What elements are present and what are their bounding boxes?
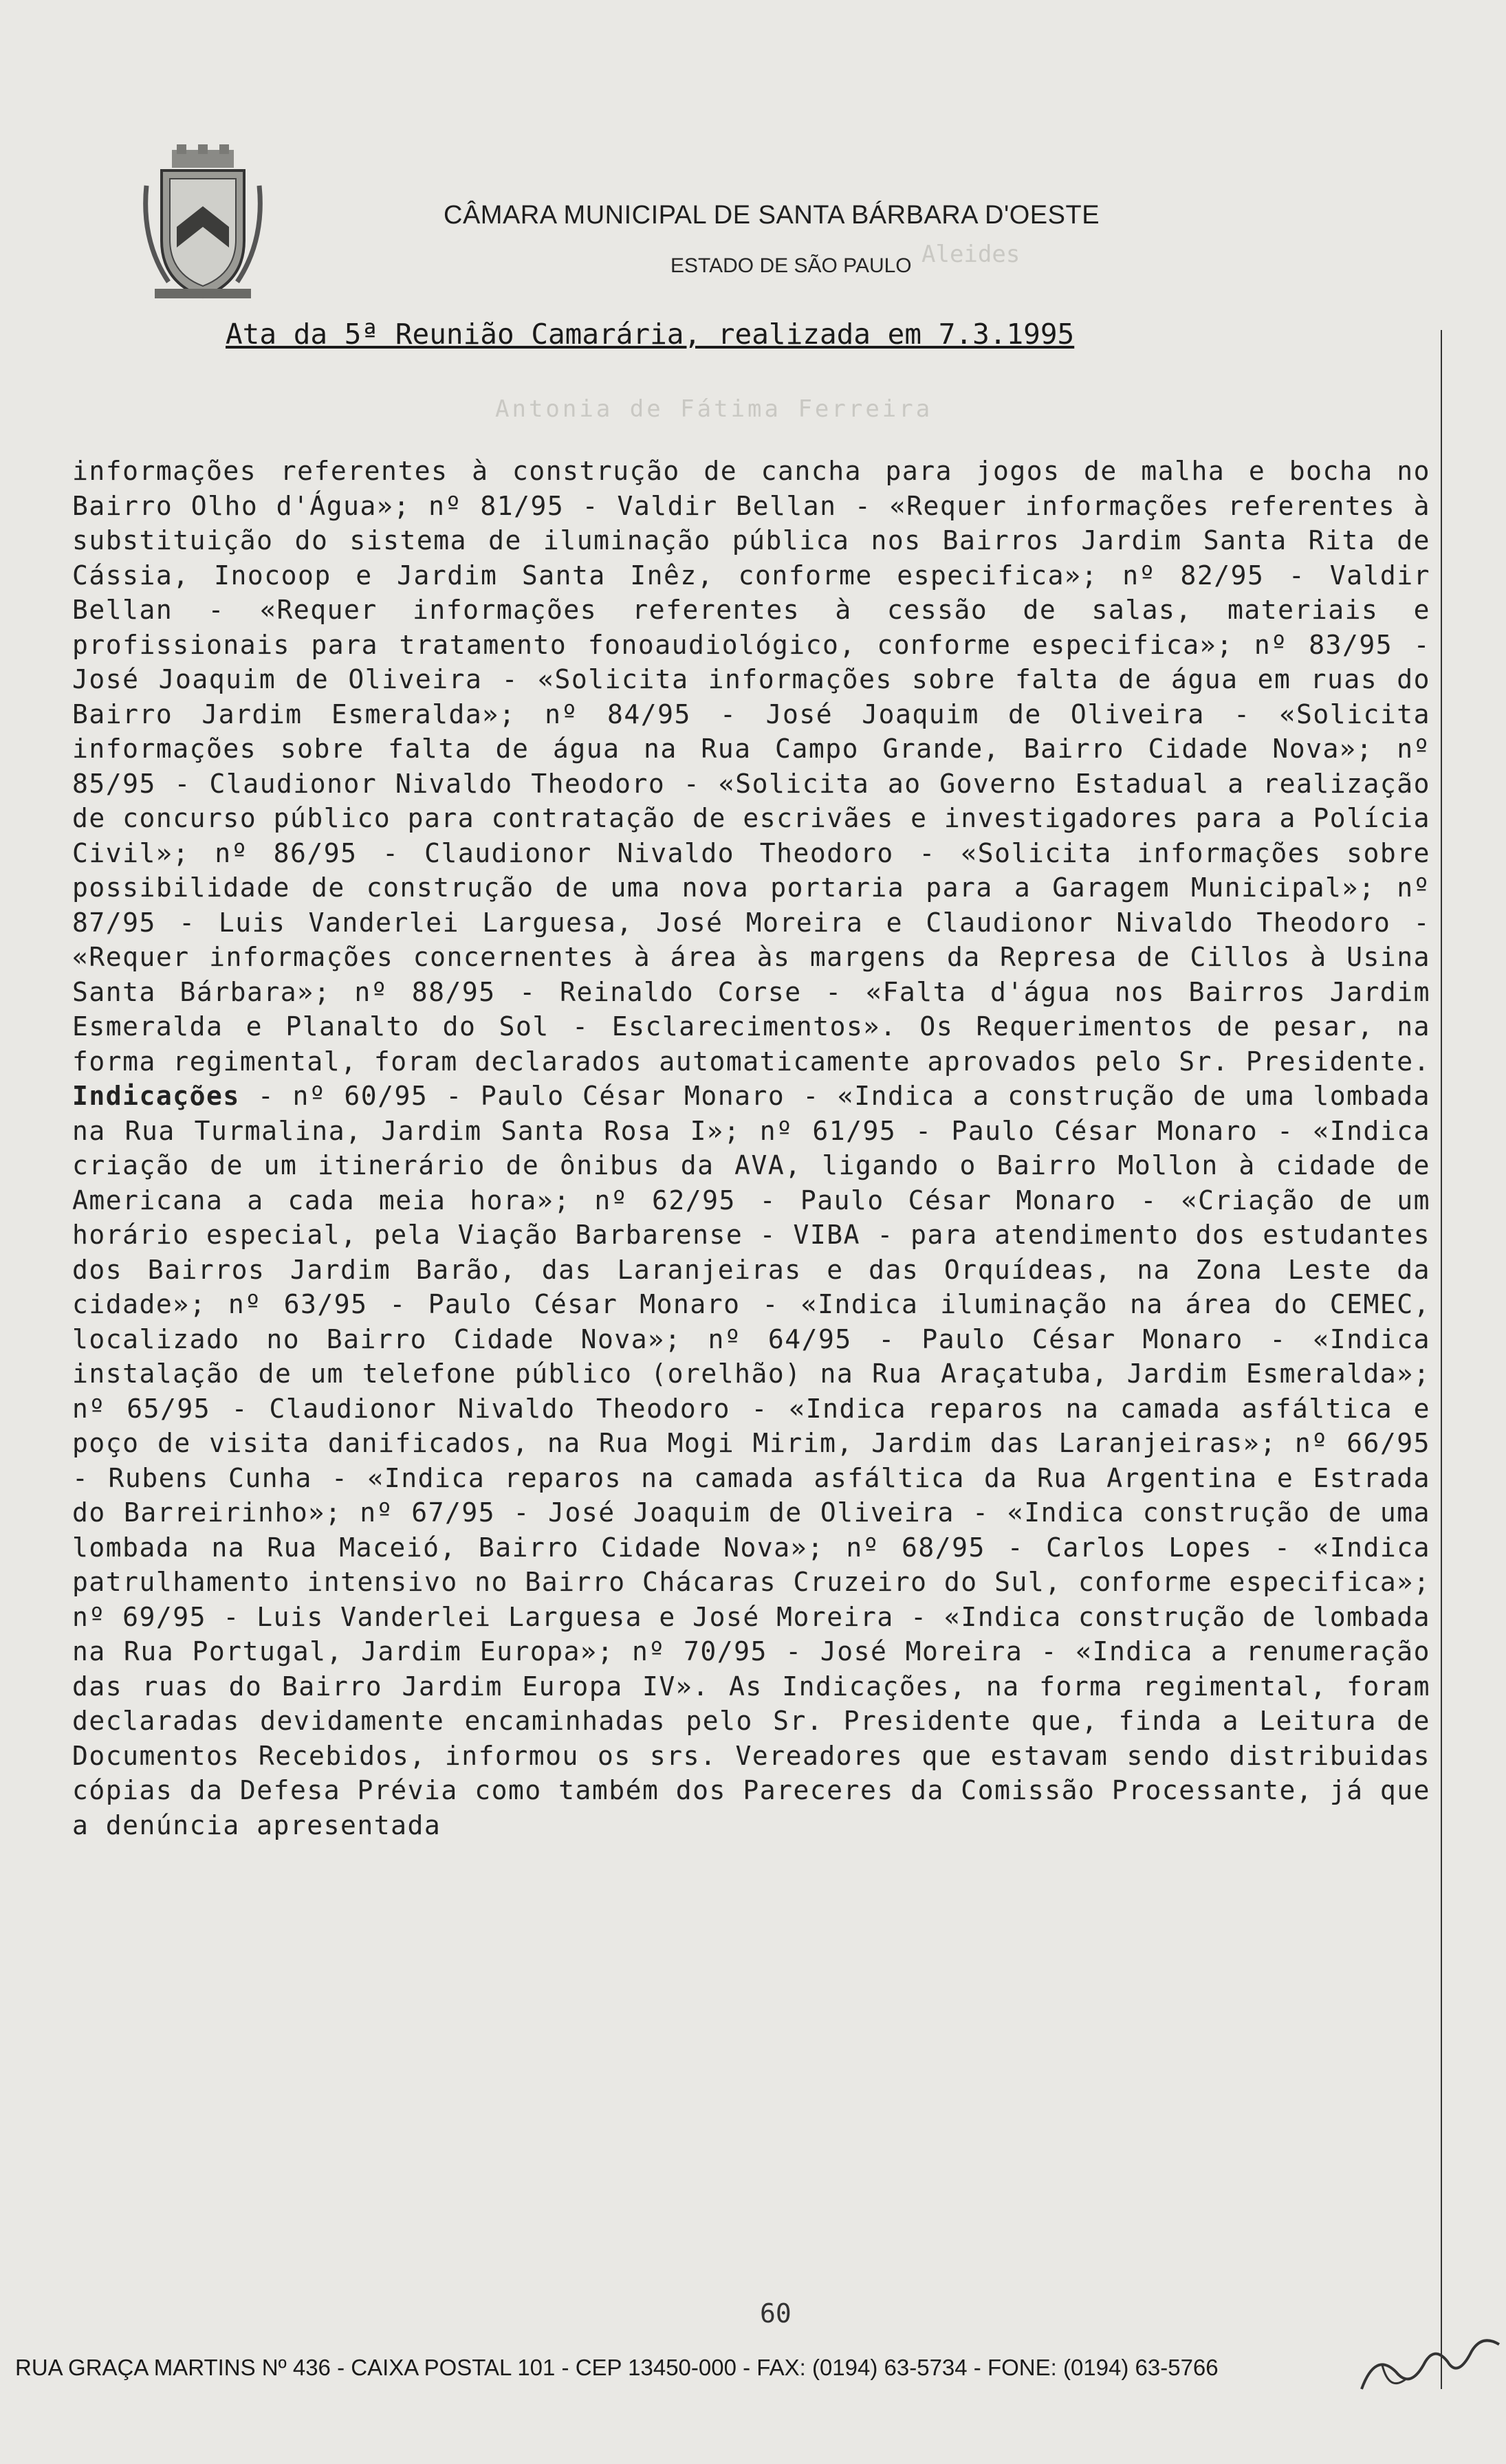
body-text-part: informações referentes à construção de cancha para jogos de malha e bocha no Bairro Olho d'Água»; nº 81/95 - Valdir Bellan - «Requer informações referentes à substituição do sistema de iluminação pública nos Bairros Jardim Santa Rita de Cássia, Inocoop e Jardim Santa Inêz, conforme especifica»; nº 82/95 - Valdir Bellan - «Requer informações referentes à cessão de salas, materiais e profissionais para tratamento fonoaudiológico, conforme especifica»; nº 83/95 - José Joaquim de Oliveira - «Solicita informações sobre falta de água em ruas do Bairro Jardim Esmeralda»; nº 84/95 - José Joaquim de Oliveira - «Solicita informações sobre falta de água na Rua Campo Grande, Bairro Cidade Nova»; nº 85/95 - Claudionor Nivaldo Theodoro - «Solicita ao Governo Estadual a realização de concurso público para contratação de escrivães e investigadores para a Polícia Civil»; nº 86/95 - Claudionor Nivaldo Theodoro - «Solicita informações sobre possibilidade de construção de uma nova portaria para a Garagem Municipal»; nº 87/95 - Luis Vanderlei Larguesa, José Moreira e Claudionor Nivaldo Theodoro - «Requer informações concernentes à área às margens da Represa de Cillos à Usina Santa Bárbara»; nº 88/95 - Reinaldo Corse - «Falta d'água nos Bairros Jardim Esmeralda e Planalto do Sol - Esclarecimentos». Os Requerimentos de pesar, na forma regimental, foram declarados automaticamente aprovados pelo Sr. Presidente. <box>72 456 1430 1077</box>
bleed-through-text: Aleides <box>921 241 1021 268</box>
body-text-part: - nº 60/95 - Paulo César Monaro - «Indica a construção de uma lombada na Rua Turmalina, Jardim Santa Rosa I»; nº 61/95 - Paulo César Monaro - «Indica criação de um itinerário de ônibus da AVA, ligando o Bairro Mollon à cidade de Americana a cada meia hora»; nº 62/95 - Paulo César Monaro - «Criação de um horário especial, pela Viação Barbarense - VIBA - para atendimento dos estudantes dos Bairros Jardim Barão, das Laranjeiras e das Orquídeas, na Zona Leste da cidade»; nº 63/95 - Paulo César Monaro - «Indica iluminação na área do CEMEC, localizado no Bairro Cidade Nova»; nº 64/95 - Paulo César Monaro - «Indica instalação de um telefone público (orelhão) na Rua Araçatuba, Jardim Esmeralda»; nº 65/95 - Claudionor Nivaldo Theodoro - «Indica reparos na camada asfáltica e poço de visita danificados, na Rua Mogi Mirim, Jardim das Laranjeiras»; nº 66/95 - Rubens Cunha - «Indica reparos na camada asfáltica da Rua Argentina e Estrada do Barreirinho»; nº 67/95 - José Joaquim de Oliveira - «Indica construção de uma lombada na Rua Maceió, Bairro Cidade Nova»; nº 68/95 - Carlos Lopes - «Indica patrulhamento intensivo no Bairro Chácaras Cruzeiro do Sul, conforme especifica»; nº 69/95 - Luis Vanderlei Larguesa e José Moreira - «Indica construção de lombada na Rua Portugal, Jardim Europa»; nº 70/95 - José Moreira - «Indica a renumeração das ruas do Bairro Jardim Europa IV». As Indicações, na forma regimental, foram declaradas devidamente encaminhadas pelo Sr. Presidente que, finda a Leitura de Documentos Recebidos, informou os srs. Vereadores que estavam sendo distribuidas cópias da Defesa Prévia como também dos Pareceres da Comissão Processante, já que a denúncia apresentada <box>72 1081 1430 1840</box>
indicacoes-heading: Indicações <box>72 1081 240 1111</box>
minutes-title: Ata da 5ª Reunião Camarária, realizada em 7.3.1995 <box>226 318 1075 351</box>
page-number: 60 <box>760 2298 792 2329</box>
bleed-through-text: Antonia de Fátima Ferreira <box>495 395 933 423</box>
signature-initials-icon <box>1355 2324 1506 2406</box>
municipal-crest-icon <box>141 144 265 302</box>
council-name: CÂMARA MUNICIPAL DE SANTA BÁRBARA D'OESTE <box>444 201 1100 230</box>
margin-rule <box>1441 330 1442 2389</box>
minutes-body <box>72 454 1430 1842</box>
footer-address: RUA GRAÇA MARTINS Nº 436 - CAIXA POSTAL 101 - CEP 13450-000 - FAX: (0194) 63-5734 - FONE: (0194) 63-5766 <box>15 2355 1219 2380</box>
state-name: ESTADO DE SÃO PAULO <box>670 254 912 277</box>
